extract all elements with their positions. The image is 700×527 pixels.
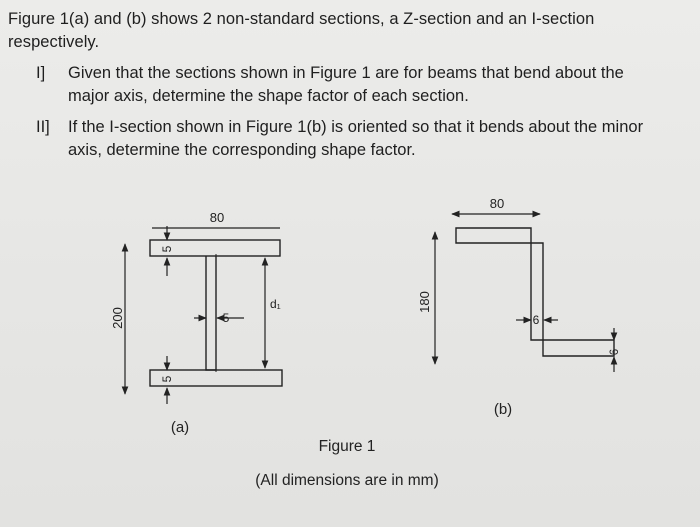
z-width-label: 80 bbox=[489, 196, 505, 211]
z-section-outline bbox=[456, 228, 614, 356]
i-web-label: 5 bbox=[222, 311, 230, 325]
figure-note: (All dimensions are in mm) bbox=[255, 472, 439, 489]
z-section-dimensions bbox=[435, 214, 614, 372]
z-section-drawing bbox=[456, 228, 614, 356]
z-section-sub-label: (b) bbox=[493, 401, 513, 418]
question-2-text: If the I-section shown in Figure 1(b) is oriented so that it bends about the minor axis, determine the corresponding shape factor. bbox=[68, 118, 644, 159]
i-section-sub-label: (a) bbox=[170, 419, 190, 436]
z-height-label: 180 bbox=[417, 291, 432, 313]
i-section-dimensions bbox=[125, 226, 280, 404]
i-height-label: 200 bbox=[110, 307, 125, 329]
question-2-number: II] bbox=[36, 118, 50, 136]
z-flange-label: 6 bbox=[609, 348, 621, 356]
i-width-label: 80 bbox=[209, 210, 225, 225]
i-bottom-flange-label: 5 bbox=[160, 375, 174, 383]
question-1-text: Given that the sections shown in Figure 1 are for beams that bend about the major axis, determine the shape factor of each section. bbox=[68, 64, 624, 105]
problem-intro: Figure 1(a) and (b) shows 2 non-standard sections, a Z-section and an I-section respectively. bbox=[8, 10, 595, 51]
question-1-number: I] bbox=[36, 64, 46, 82]
i-top-flange-label: 5 bbox=[160, 245, 174, 253]
i-section-web bbox=[206, 256, 216, 370]
z-web-label: 6 bbox=[532, 313, 540, 327]
figure-caption: Figure 1 bbox=[318, 438, 376, 455]
i-depth-label: d₁ bbox=[270, 297, 281, 311]
i-section-drawing bbox=[150, 240, 282, 386]
